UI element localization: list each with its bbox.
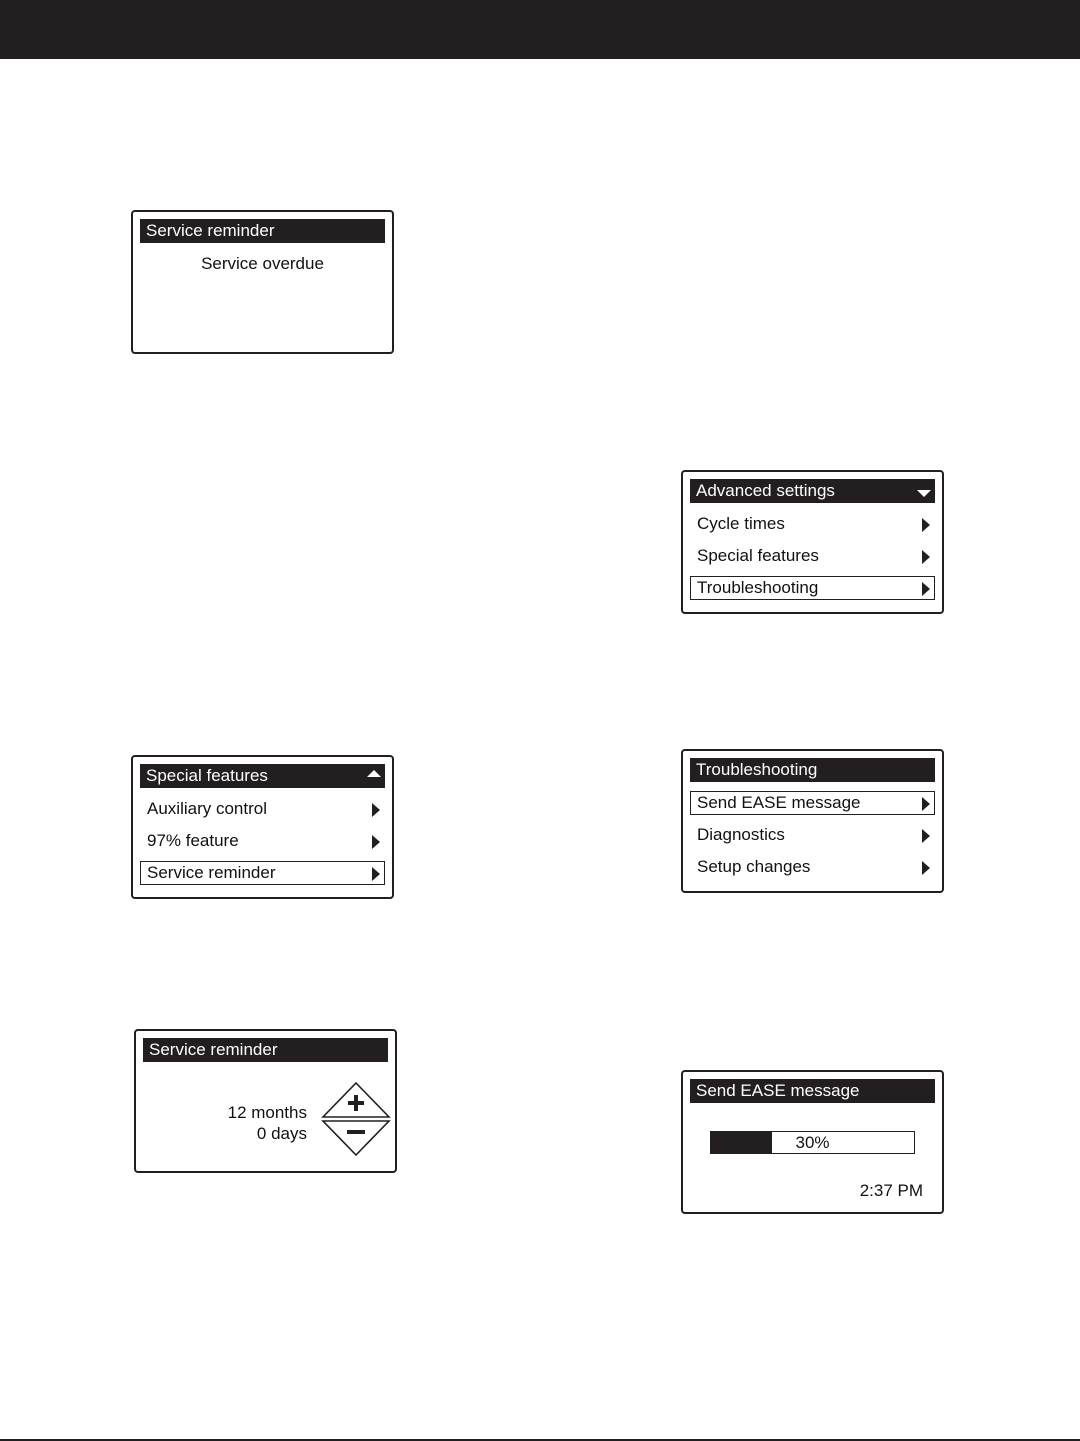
plus-minus-stepper [321,1081,391,1157]
menu-item-label: Troubleshooting [697,578,819,597]
menu-item-label: Auxiliary control [147,799,267,818]
troubleshooting-screen [681,749,944,893]
chevron-right-icon [372,803,380,817]
screen-title-text: Special features [146,766,268,785]
header-bar [0,0,1080,59]
menu-item-label: Service reminder [147,863,276,882]
service-reminder-setting-screen [134,1029,397,1173]
chevron-right-icon [372,835,380,849]
screen-title [143,1038,388,1062]
screen-title [690,1079,935,1103]
screen-title-text: Service reminder [146,221,275,240]
menu-item-cycle-times[interactable] [690,512,935,536]
menu-item-label: Send EASE message [697,793,861,812]
screen-title [140,764,385,788]
chevron-right-icon [922,797,930,811]
screen-title [690,479,935,503]
menu-item-label: 97% feature [147,831,239,850]
menu-item-auxiliary-control[interactable] [140,797,385,821]
chevron-right-icon [922,829,930,843]
screen-title-text: Advanced settings [696,481,835,500]
chevron-right-icon [372,867,380,881]
menu-item-diagnostics[interactable] [690,823,935,847]
menu-item-send-ease-message[interactable] [690,791,935,815]
clock-time: 2:37 PM [859,1181,923,1200]
menu-item-service-reminder[interactable] [140,861,385,885]
chevron-right-icon [922,518,930,532]
menu-item-troubleshooting[interactable] [690,576,935,600]
minus-icon[interactable] [323,1121,389,1155]
special-features-screen [131,755,394,899]
screen-title [690,758,935,782]
screen-title-text: Service reminder [149,1040,278,1059]
scroll-down-icon[interactable] [917,490,931,497]
chevron-right-icon [922,582,930,596]
chevron-right-icon [922,550,930,564]
chevron-right-icon [922,861,930,875]
menu-item-label: Setup changes [697,857,811,876]
advanced-settings-screen [681,470,944,614]
reminder-days-value: 0 days [256,1124,307,1143]
service-overdue-screen [131,210,394,354]
menu-item-97-feature[interactable] [140,829,385,853]
menu-item-label: Cycle times [697,514,785,533]
send-ease-message-screen [681,1070,944,1214]
menu-item-label: Special features [697,546,819,565]
service-overdue-message: Service overdue [201,254,324,273]
screen-title-text: Send EASE message [696,1081,860,1100]
screen-title [140,219,385,243]
screen-title-text: Troubleshooting [696,760,818,779]
plus-icon[interactable] [323,1083,389,1117]
menu-item-setup-changes[interactable] [690,855,935,879]
reminder-months-value: 12 months [227,1103,307,1122]
menu-item-label: Diagnostics [697,825,785,844]
scroll-up-icon[interactable] [367,770,381,777]
progress-label: 30% [795,1133,830,1152]
menu-item-special-features[interactable] [690,544,935,568]
send-progress-bar [710,1131,915,1154]
